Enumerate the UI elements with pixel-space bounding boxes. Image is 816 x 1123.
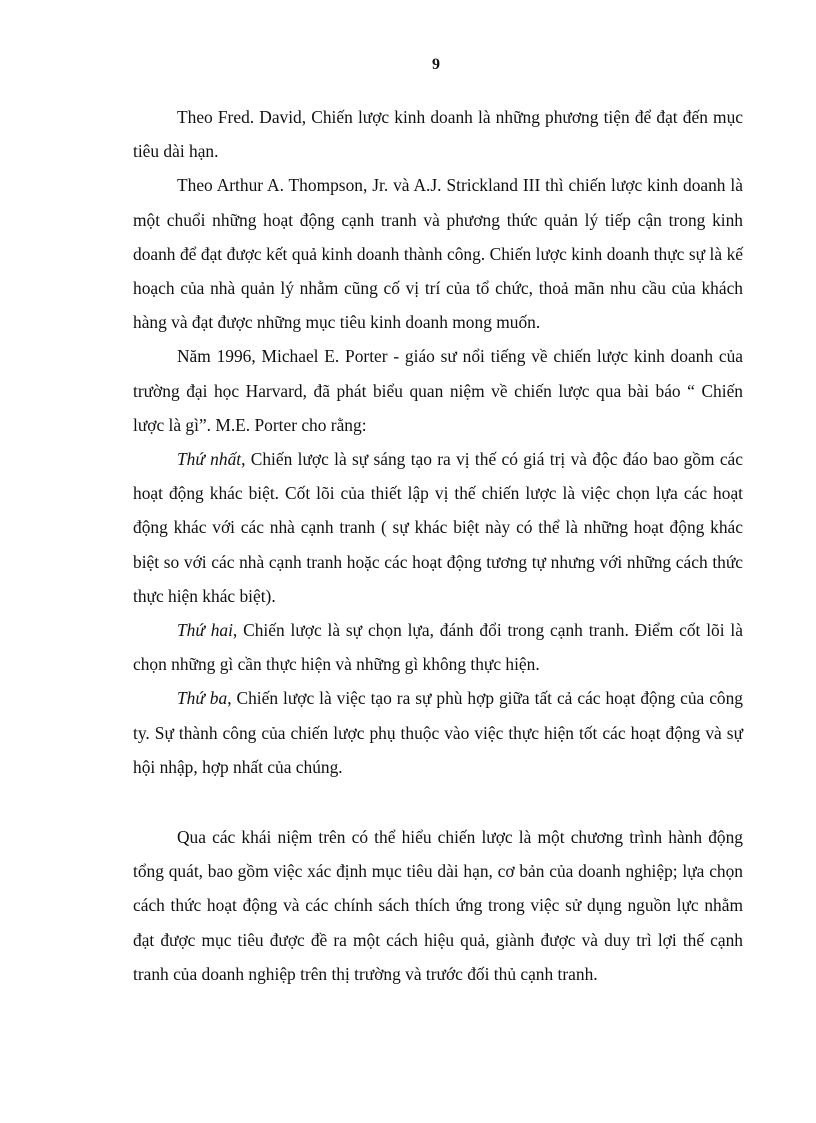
paragraph-lead: Thứ nhất — [177, 449, 242, 470]
paragraph-conclusion — [133, 820, 743, 991]
paragraph-fred-david — [133, 100, 743, 168]
paragraph-text: , Chiến lược là việc tạo ra sự phù hợp giữa tất cả các hoạt động của công ty. Sự thành công của chiến lược phụ thuộc vào việc thực hiện tốt các hoạt động và sự hội nhập, hợp nhất của chúng. — [133, 688, 743, 777]
paragraph-text: , Chiến lược là sự chọn lựa, đánh đổi trong cạnh tranh. Điểm cốt lõi là chọn những gì cần thực hiện và những gì không thực hiện. — [133, 620, 743, 675]
paragraph-text: Theo Fred. David, Chiến lược kinh doanh là những phương tiện để đạt đến mục tiêu dài hạn. — [133, 107, 743, 162]
paragraph-first — [133, 442, 743, 613]
paragraph-thompson-strickland — [133, 168, 743, 339]
paragraph-text: Qua các khái niệm trên có thể hiểu chiến lược là một chương trình hành động tổng quát, bao gồm việc xác định mục tiêu dài hạn, cơ bản của doanh nghiệp; lựa chọn cách thức hoạt động và các chính sách thích ứng trong việc sử dụng nguồn lực nhằm đạt được mục tiêu được đề ra một cách hiệu quả, giành được và duy trì lợi thế cạnh tranh của doanh nghiệp trên thị trường và trước đối thủ cạnh tranh. — [133, 827, 743, 984]
page-number: 9 — [432, 56, 440, 73]
paragraph-porter — [133, 339, 743, 442]
paragraph-text: Năm 1996, Michael E. Porter - giáo sư nổi tiếng về chiến lược kinh doanh của trường đại học Harvard, đã phát biểu quan niệm về chiến lược qua bài báo “ Chiến lược là gì”. M.E. Porter cho rằng: — [133, 346, 743, 435]
paragraph-lead: Thứ hai — [177, 620, 233, 641]
paragraph-gap — [133, 784, 743, 820]
paragraph-third — [133, 681, 743, 784]
paragraph-text: Theo Arthur A. Thompson, Jr. và A.J. Strickland III thì chiến lược kinh doanh là một chuổi những hoạt động cạnh tranh và phương thức quản lý tiếp cận trong kinh doanh để đạt được kết quả kinh doanh thành công. Chiến lược kinh doanh thực sự là kế hoạch của nhà quản lý nhằm cũng cố vị trí của tổ chức, thoả mãn nhu cầu của khách hàng và đạt được những mục tiêu kinh doanh mong muốn. — [133, 175, 743, 333]
paragraph-text: , Chiến lược là sự sáng tạo ra vị thế có giá trị và độc đáo bao gồm các hoạt động khác biệt. Cốt lõi của thiết lập vị thế chiến lược là việc chọn lựa các hoạt động khác với các nhà cạnh tranh ( sự khác biệt này có thể là những hoạt động khác biệt so với các nhà cạnh tranh hoặc các hoạt động tương tự nhưng với những cách thức thực hiện khác biệt). — [133, 449, 743, 606]
body-text — [133, 100, 743, 991]
paragraph-second — [133, 613, 743, 681]
paragraph-lead: Thứ ba — [177, 688, 228, 709]
